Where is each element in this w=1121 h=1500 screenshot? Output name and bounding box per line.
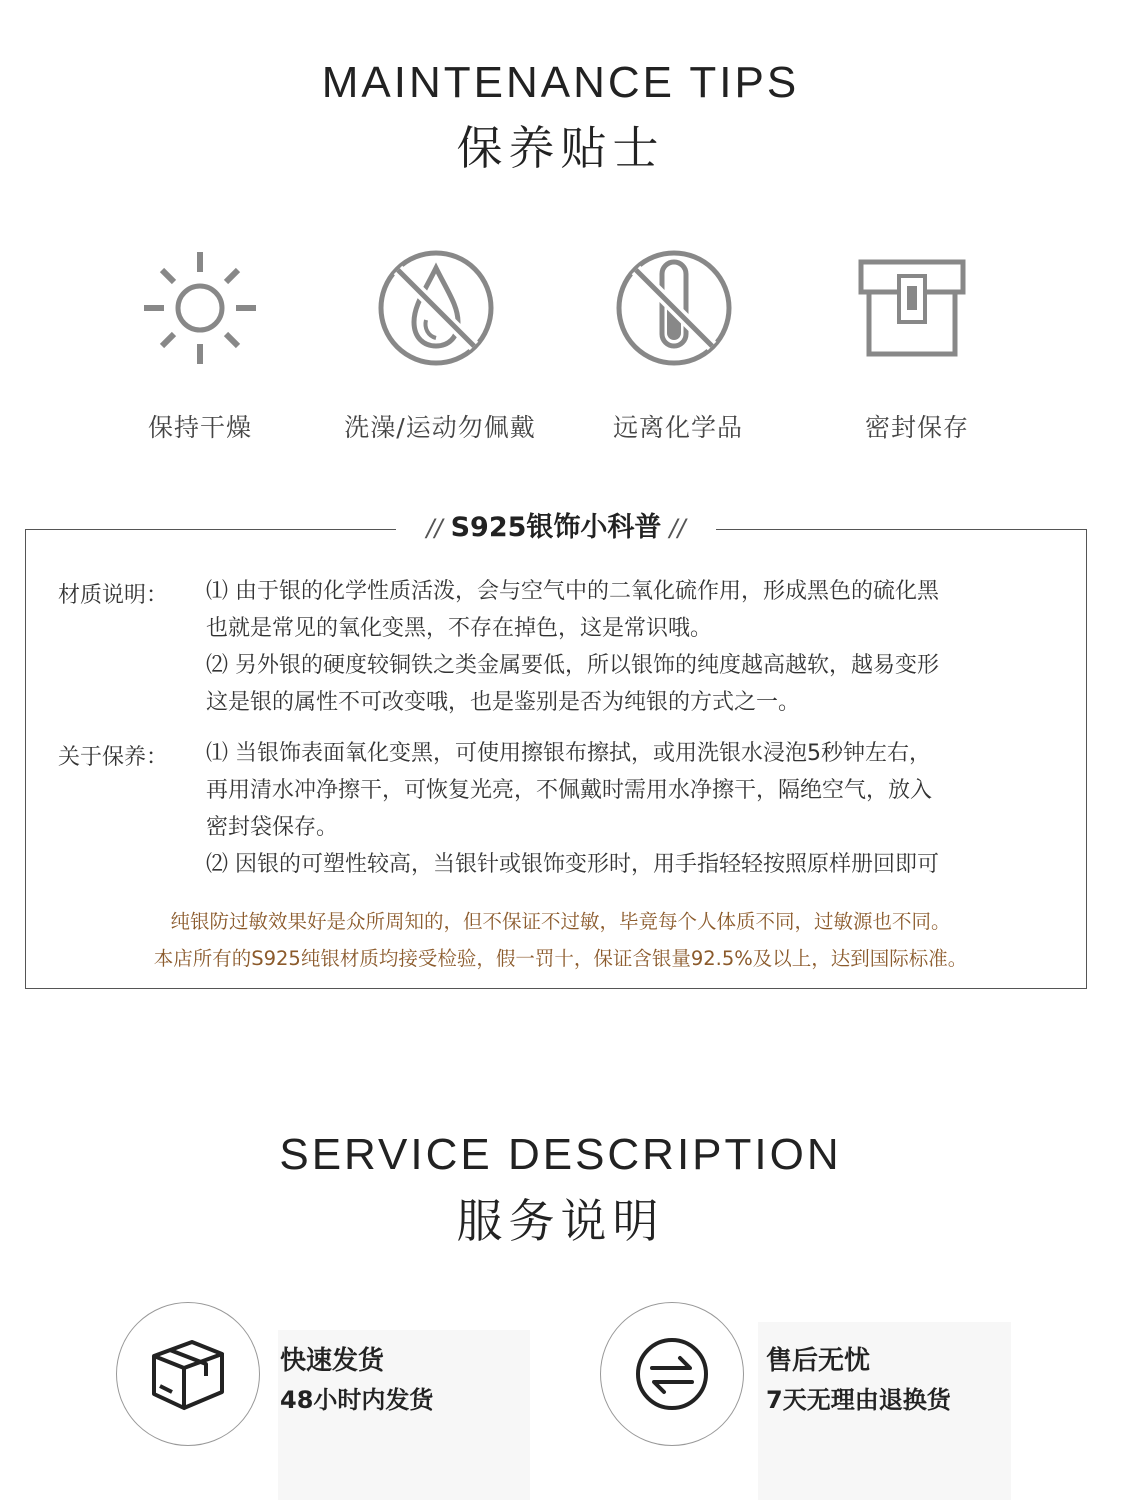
tip-sealed <box>792 256 1032 360</box>
decorative-slash: // <box>426 514 443 542</box>
info-heading-text: S925银饰小科普 <box>450 512 662 543</box>
care-label: 关于保养： <box>58 745 169 770</box>
service-title: 售后无忧 <box>766 1346 871 1376</box>
material-line: 这是银的属性不可改变哦，也是鉴别是否为纯银的方式之一。 <box>206 690 801 715</box>
allergy-note: 纯银防过敏效果好是众所周知的，但不保证不过敏，毕竟每个人体质不同，过敏源也不同。 <box>170 910 951 933</box>
sun-icon <box>140 248 260 368</box>
exchange-icon <box>600 1302 744 1446</box>
decorative-slash: // <box>669 514 686 542</box>
service-icon-circle <box>600 1302 744 1446</box>
tip-label: 远离化学品 <box>612 413 743 442</box>
care-line: 密封袋保存。 <box>206 815 339 840</box>
tip-keep-dry <box>80 248 320 368</box>
service-title-en: SERVICE DESCRIPTION <box>279 1130 842 1179</box>
tip-no-water <box>316 248 556 368</box>
material-label: 材质说明： <box>58 583 169 608</box>
tip-no-chemicals <box>554 248 794 368</box>
service-title-cn: 服务说明 <box>456 1194 665 1248</box>
service-icon-circle <box>116 1302 260 1446</box>
service-title: 快速发货 <box>280 1346 385 1376</box>
material-line: ⑴ 由于银的化学性质活泼，会与空气中的二氧化硫作用，形成黑色的硫化黑 <box>206 579 939 604</box>
maintenance-title-cn: 保养贴士 <box>456 121 665 175</box>
maintenance-title-en: MAINTENANCE TIPS <box>321 58 800 107</box>
material-line: ⑵ 另外银的硬度较铜铁之类金属要低，所以银饰的纯度越高越软，越易变形 <box>206 653 939 678</box>
package-box-icon <box>116 1302 260 1446</box>
material-line: 也就是常见的氧化变黑，不存在掉色，这是常识哦。 <box>206 616 713 641</box>
sealed-box-icon <box>857 256 967 360</box>
tip-label: 保持干燥 <box>147 413 252 442</box>
care-line: ⑴ 当银饰表面氧化变黑，可使用擦银布擦拭，或用洗银水浸泡5秒钟左右， <box>206 741 931 766</box>
tip-label: 洗澡/运动勿佩戴 <box>344 413 536 442</box>
info-heading <box>396 505 716 551</box>
service-subtitle: 48小时内发货 <box>280 1386 434 1414</box>
service-subtitle: 7天无理由退换货 <box>766 1386 951 1414</box>
quality-note: 本店所有的S925纯银材质均接受检验，假一罚十，保证含银量92.5%及以上，达到国际标准。 <box>153 947 968 970</box>
care-line: ⑵ 因银的可塑性较高，当银针或银饰变形时，用手指轻轻按照原样册回即可 <box>206 852 939 877</box>
tip-label: 密封保存 <box>864 413 969 442</box>
care-line: 再用清水冲净擦干，可恢复光亮，不佩戴时需用水净擦干，隔绝空气，放入 <box>206 778 933 803</box>
no-water-icon <box>376 248 496 368</box>
no-chemicals-icon <box>614 248 734 368</box>
